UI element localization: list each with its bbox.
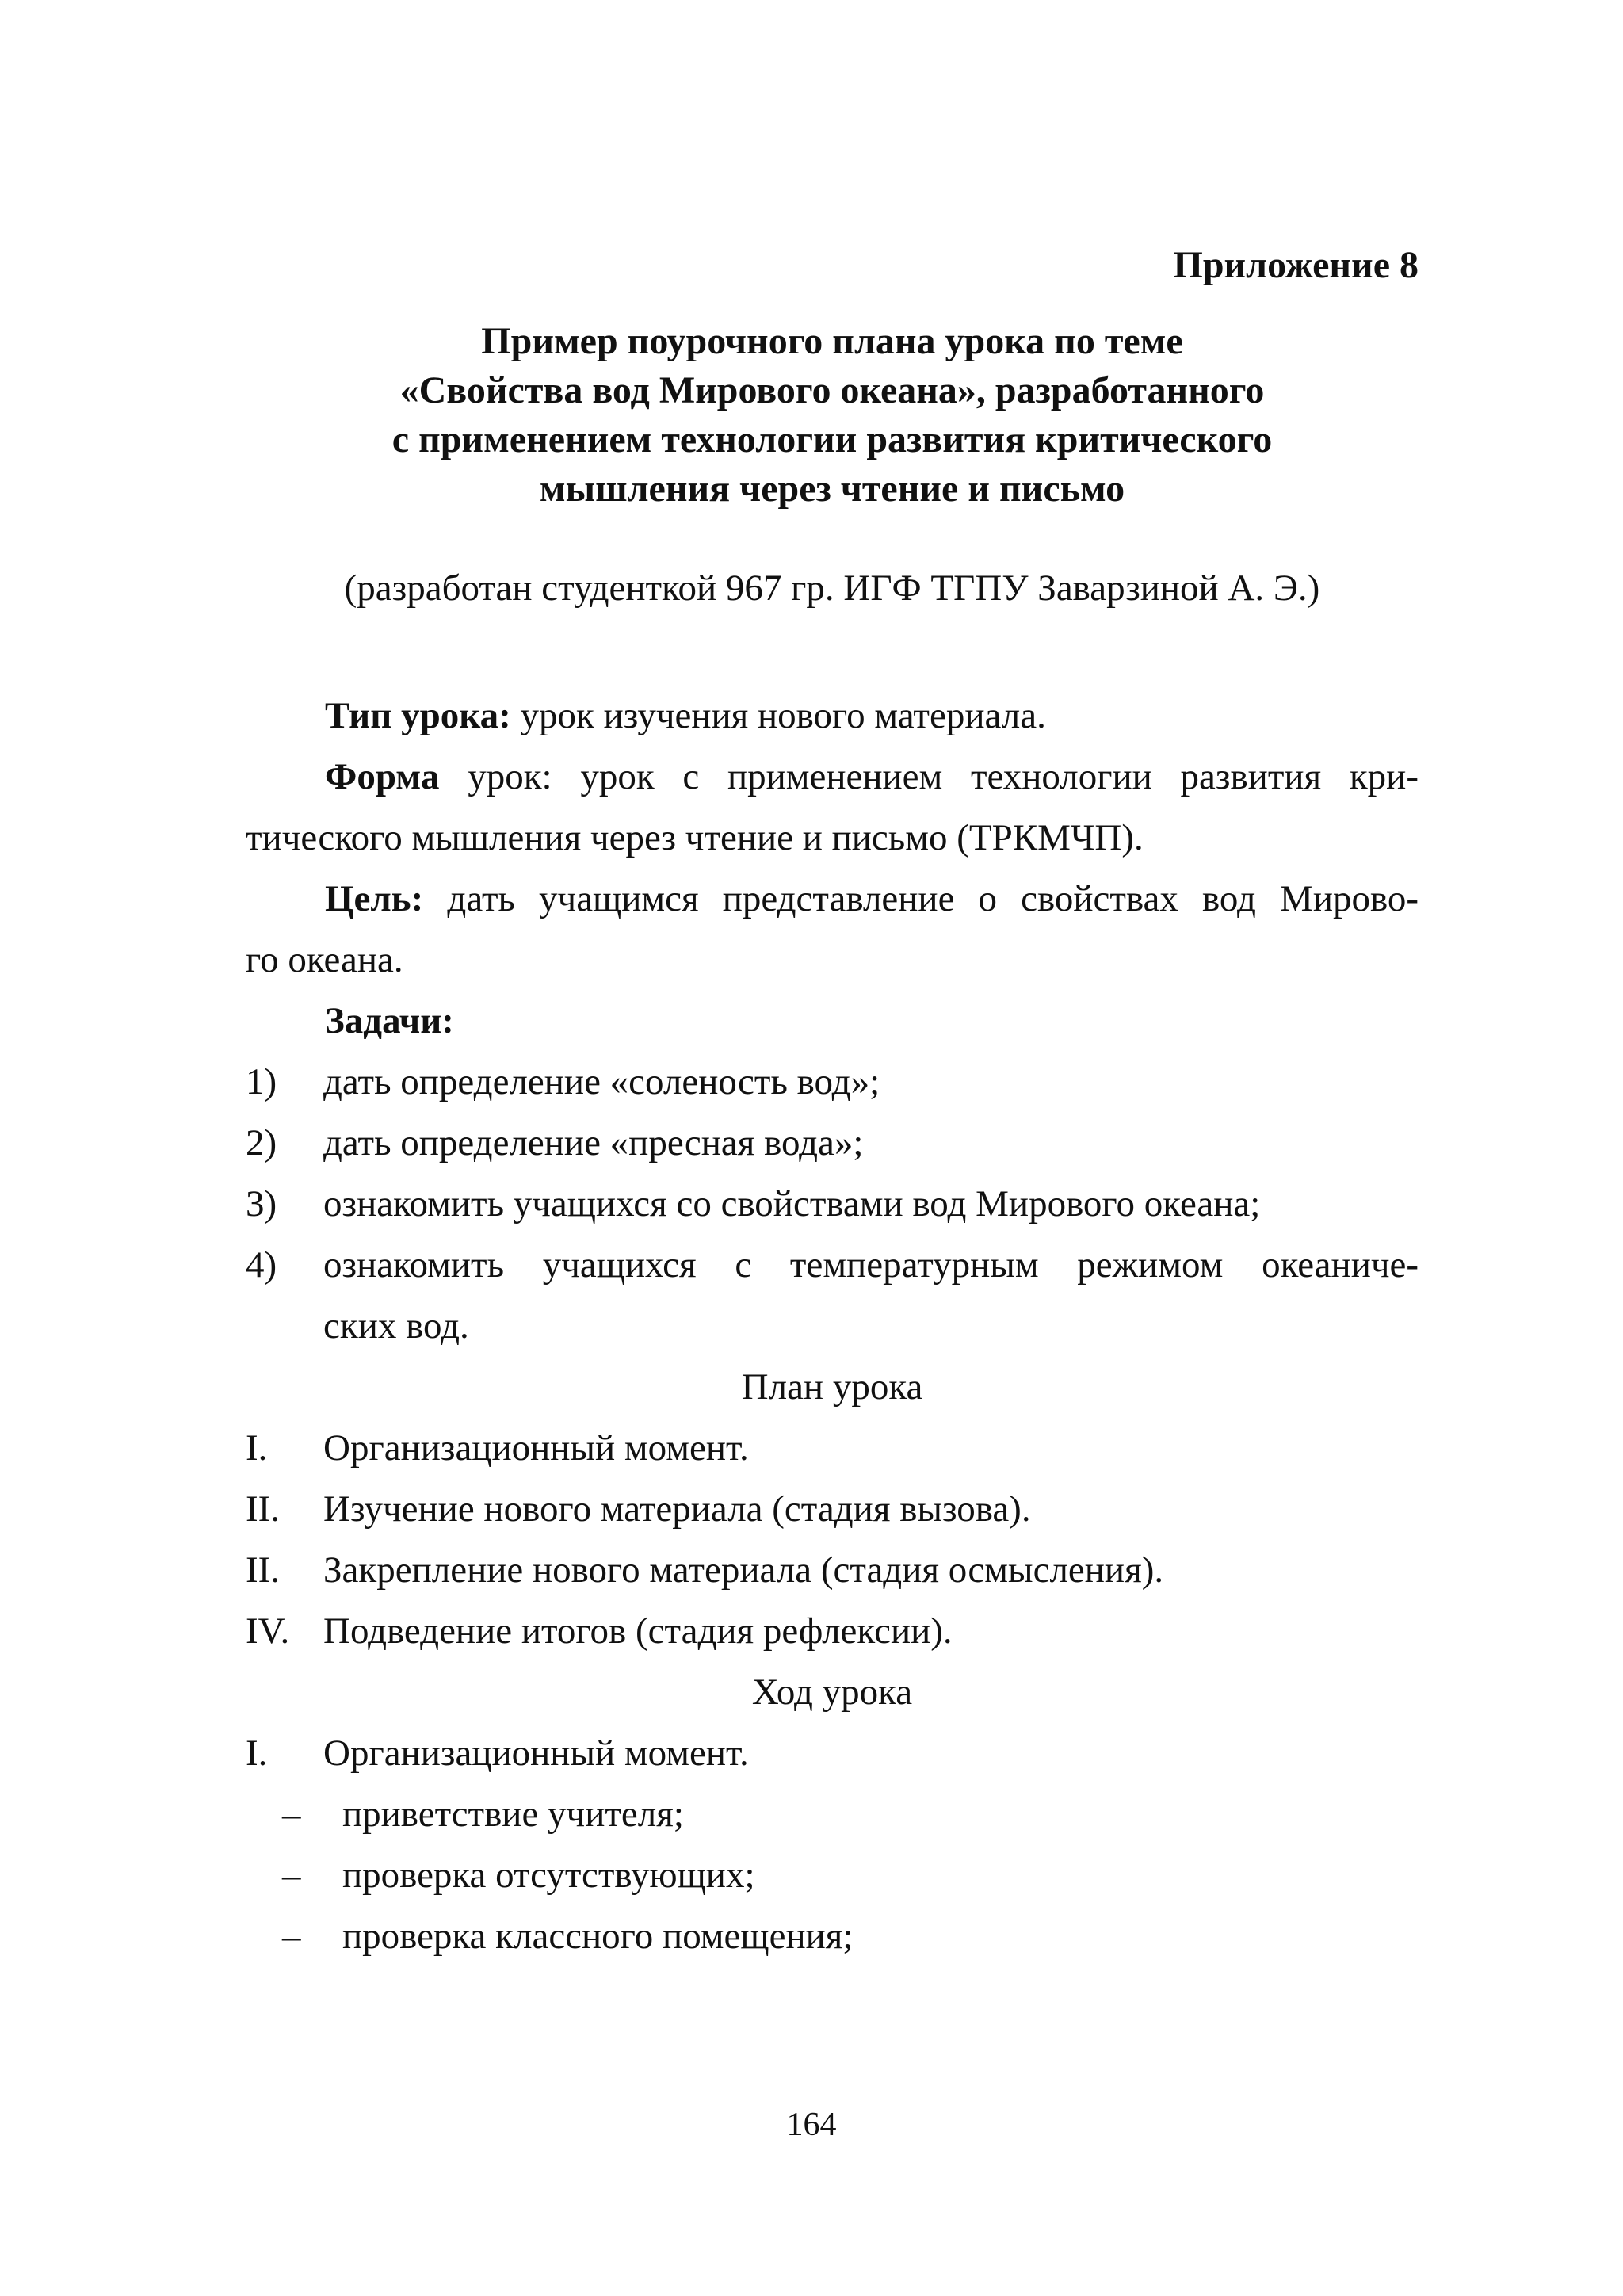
title-line-2: «Свойства вод Мирового океана», разработанного — [399, 369, 1265, 411]
title-line-3: с применением технологии развития критического — [391, 418, 1273, 460]
goal-label: Цель: — [325, 878, 424, 919]
tasks-heading: Задачи: — [325, 1000, 454, 1041]
task-item-3: ознакомить учащихся со свойствами вод Мирового океана; — [323, 1183, 1261, 1224]
appendix-label: Приложение 8 — [1173, 244, 1419, 286]
lesson-form-label: Форма — [325, 756, 440, 797]
task-item-1: дать определение «соленость вод»; — [323, 1061, 880, 1102]
task-number-3: 3) — [246, 1183, 277, 1224]
goal-line-1 — [325, 875, 1419, 923]
goal-line-2: го океана. — [246, 939, 403, 980]
task-number-1: 1) — [246, 1061, 277, 1102]
lesson-type-label: Тип урока: — [325, 695, 511, 736]
title-line-4: мышления через чтение и письмо — [539, 468, 1125, 510]
course-number-1: I. — [246, 1733, 268, 1774]
plan-item-1: Организационный момент. — [323, 1427, 749, 1469]
title-line-1: Пример поурочного плана урока по теме — [481, 320, 1183, 362]
task-number-2: 2) — [246, 1122, 277, 1163]
task-item-2: дать определение «пресная вода»; — [323, 1122, 864, 1163]
plan-number-4: IV. — [246, 1610, 290, 1652]
task-item-4-continuation: ских вод. — [323, 1305, 469, 1347]
course-bullet-3: проверка классного помещения; — [342, 1916, 854, 1957]
plan-item-4: Подведение итогов (стадия рефлексии). — [323, 1610, 953, 1652]
plan-item-2: Изучение нового материала (стадия вызова). — [323, 1488, 1031, 1530]
lesson-form-line-1 — [325, 753, 1419, 800]
lesson-form-line-2: тического мышления через чтение и письмо (ТРКМЧП). — [246, 817, 1144, 858]
dash-marker-1: – — [282, 1794, 301, 1835]
plan-number-1: I. — [246, 1427, 268, 1469]
dash-marker-2: – — [282, 1855, 301, 1896]
page-number: 164 — [786, 2107, 837, 2143]
course-bullet-1: приветствие учителя; — [342, 1794, 684, 1835]
author-note: (разработан студенткой 967 гр. ИГФ ТГПУ Заварзиной А. Э.) — [344, 567, 1320, 609]
plan-number-2: II. — [246, 1488, 281, 1530]
task-number-4: 4) — [246, 1244, 277, 1286]
lesson-type-value: урок изучения нового материала. — [510, 695, 1046, 736]
document-title — [246, 317, 1419, 514]
plan-heading: План урока — [741, 1366, 923, 1408]
plan-item-3: Закрепление нового материала (стадия осмысления). — [323, 1549, 1164, 1591]
plan-number-3: II. — [246, 1549, 281, 1591]
lesson-type-paragraph — [325, 692, 1046, 739]
dash-marker-3: – — [282, 1916, 301, 1957]
task-item-4: ознакомить учащихся с температурным режимом океаниче- — [323, 1244, 1419, 1286]
course-heading: Ход урока — [751, 1671, 913, 1713]
course-bullet-2: проверка отсутствующих; — [342, 1855, 755, 1896]
goal-text-1: дать учащимся представление о свойствах вод Мирово- — [423, 878, 1419, 919]
course-item-1: Организационный момент. — [323, 1733, 749, 1774]
lesson-form-text-1: урок: урок с применением технологии развития кри- — [439, 756, 1419, 797]
